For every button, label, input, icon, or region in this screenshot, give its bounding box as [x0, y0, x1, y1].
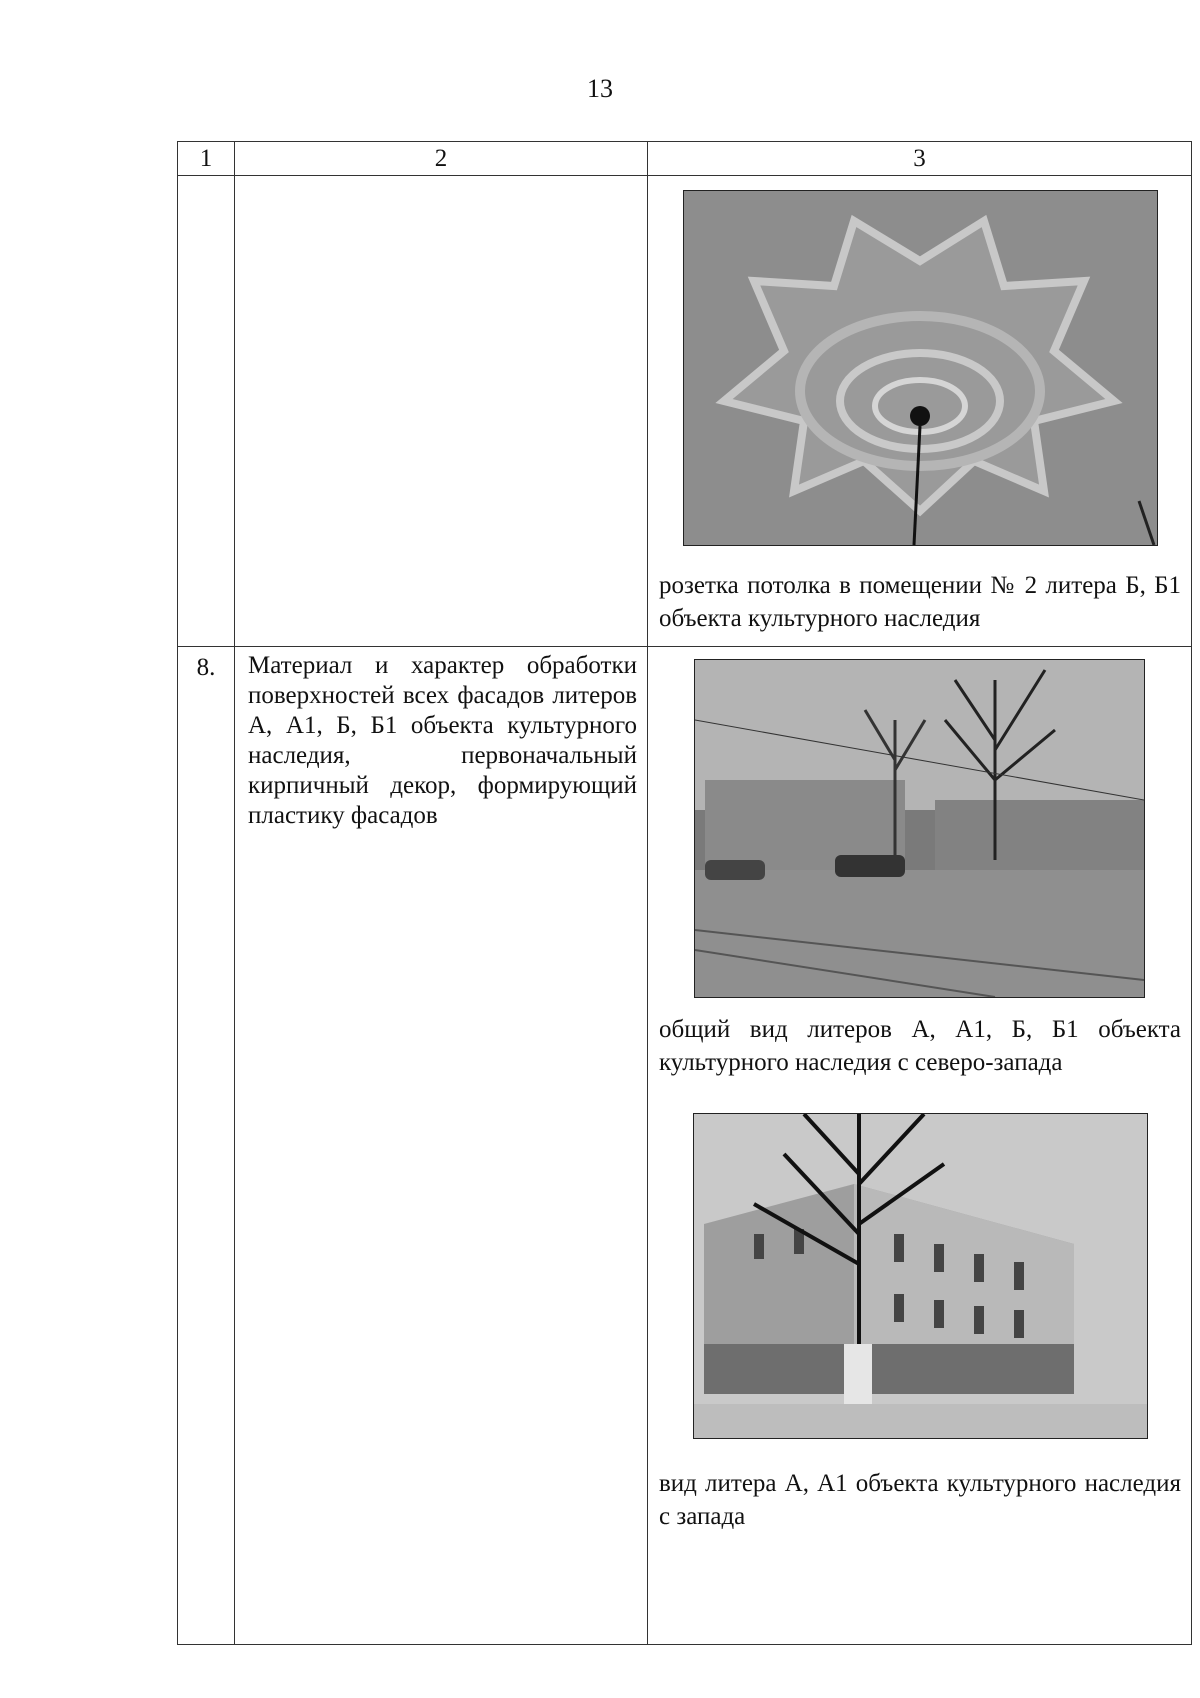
table-row — [178, 176, 1192, 647]
table-header-row — [178, 142, 1192, 176]
page-number: 13 — [587, 74, 613, 103]
header-col-3: 3 — [648, 142, 1192, 176]
photo-caption: вид литера А, А1 объекта культурного наследия с запада — [659, 1470, 1181, 1530]
row-number — [178, 176, 235, 647]
table-row — [178, 647, 1192, 1645]
row-photos-cell — [648, 176, 1192, 647]
ceiling-rosette-photo — [683, 190, 1158, 546]
facade-northwest-photo — [694, 659, 1145, 998]
row-description: Материал и характер обработки поверхностей всех фасадов литеров А, А1, Б, Б1 объекта культурного наследия, первоначальный кирпичный декор, формирующий пластику фасадов — [235, 647, 648, 1645]
row-number: 8. — [178, 647, 235, 1645]
row-description — [235, 176, 648, 647]
row-photos-cell — [648, 647, 1192, 1645]
facade-west-photo — [693, 1113, 1148, 1439]
header-col-2: 2 — [235, 142, 648, 176]
objects-table — [177, 141, 1192, 1645]
photo-caption: розетка потолка в помещении № 2 литера Б, Б1 объекта культурного наследия — [659, 572, 1181, 632]
photo-caption: общий вид литеров А, А1, Б, Б1 объекта культурного наследия с северо-запада — [659, 1016, 1181, 1076]
header-col-1: 1 — [178, 142, 235, 176]
